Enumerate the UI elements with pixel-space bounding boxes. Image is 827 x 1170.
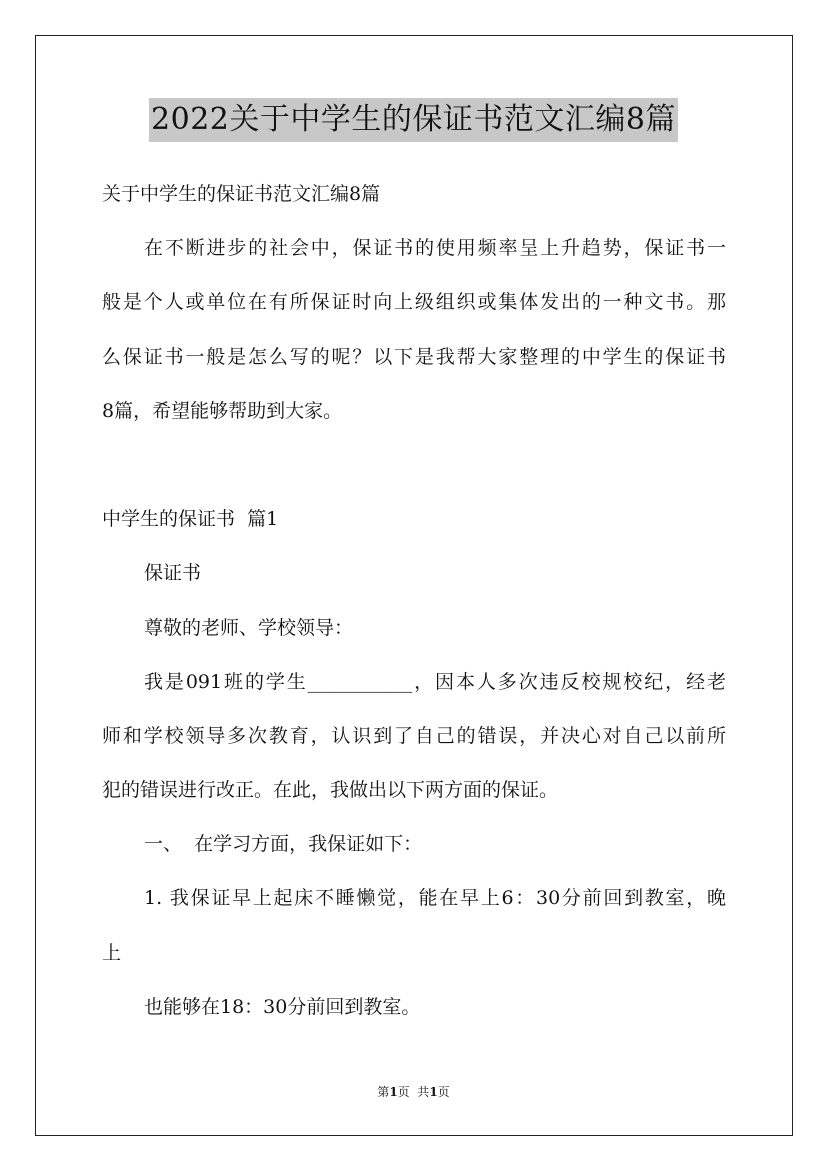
footer-suffix: 页 (437, 1085, 450, 1099)
footer-prefix: 第 (377, 1085, 390, 1099)
intro-line-1: 在不断进步的社会中，保证书的使用频率呈上升趋势，保证书一 (144, 237, 726, 259)
document-subtitle: 关于中学生的保证书范文汇编8篇 (102, 183, 381, 205)
item1-line-1: 1. 我保证早上起床不睡懒觉，能在早上6：30分前回到教室，晚 (144, 887, 726, 909)
section-heading: 中学生的保证书 篇1 (102, 508, 279, 530)
intro-line-3: 么保证书一般是怎么写的呢？以下是我帮大家整理的中学生的保证书 (102, 346, 726, 368)
footer-mid: 页 共 (397, 1085, 430, 1099)
intro-line-4: 8篇，希望能够帮助到大家。 (102, 400, 343, 422)
document-title: 2022关于中学生的保证书范文汇编8篇 (149, 98, 678, 142)
point-heading: 一、 在学习方面，我保证如下： (144, 833, 423, 855)
body-line-3: 犯的错误进行改正。在此，我做出以下两方面的保证。 (102, 779, 559, 801)
footer-page-number: 1 (389, 1085, 398, 1099)
body-line-2: 师和学校领导多次教育，认识到了自己的错误，并决心对自己以前所 (102, 725, 726, 747)
footer-total-pages: 1 (429, 1085, 438, 1099)
letter-title: 保证书 (144, 562, 202, 584)
item1-continuation: 也能够在18：30分前回到教室。 (144, 996, 421, 1018)
intro-line-2: 般是个人或单位在有所保证时向上级组织或集体发出的一种文书。那 (102, 291, 726, 313)
item1-line-2: 上 (102, 942, 122, 964)
salutation: 尊敬的老师、学校领导： (144, 617, 354, 639)
body-line-1: 我是091班的学生___________，因本人多次违反校规校纪，经老 (144, 671, 726, 693)
page-footer (0, 1084, 827, 1100)
title-container (0, 98, 827, 142)
